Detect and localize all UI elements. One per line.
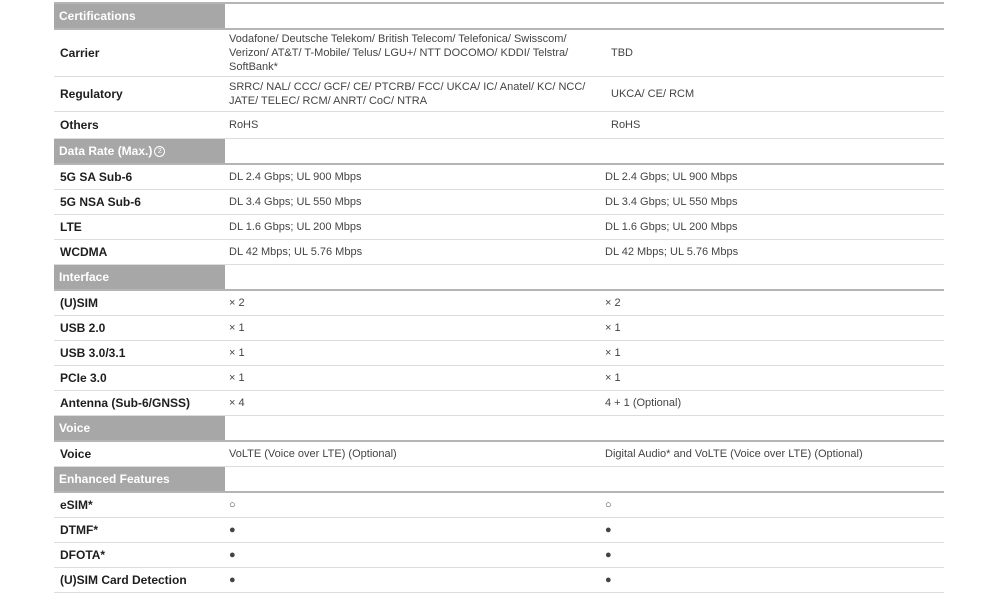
cell-value: DL 3.4 Gbps; UL 550 Mbps (225, 190, 601, 215)
row-label: 5G NSA Sub-6 (54, 190, 225, 215)
section-header-certifications (54, 3, 944, 29)
row-label: Voice (54, 441, 225, 467)
row-label: Antenna (Sub-6/GNSS) (54, 391, 225, 416)
cell-value: DL 3.4 Gbps; UL 550 Mbps (601, 190, 944, 215)
section-header-data-rate (54, 139, 944, 165)
row-label: LTE (54, 215, 225, 240)
cell-value: DL 2.4 Gbps; UL 900 Mbps (225, 164, 601, 190)
section-title: Interface (54, 265, 225, 291)
table-row-voice (54, 441, 944, 467)
cell-value: × 1 (225, 341, 601, 366)
spec-table (54, 2, 944, 593)
row-label: USB 2.0 (54, 316, 225, 341)
table-row-antenna (54, 391, 944, 416)
cell-value: DL 42 Mbps; UL 5.76 Mbps (225, 240, 601, 265)
row-label: Others (54, 112, 225, 139)
table-row-5g-sa (54, 164, 944, 190)
table-row-usb3 (54, 341, 944, 366)
cell-value: SRRC/ NAL/ CCC/ GCF/ CE/ PTCRB/ FCC/ UKCA/ IC/ Anatel/ KC/ NCC/ JATE/ TELEC/ RCM/ ANRT/ CoC/ NTRA (229, 81, 586, 107)
table-row-pcie (54, 366, 944, 391)
cell-value: × 2 (601, 290, 944, 316)
cell-value: × 1 (601, 366, 944, 391)
cell-value: × 1 (225, 366, 601, 391)
supported-dot-icon: ● (601, 543, 944, 568)
supported-dot-icon: ● (601, 568, 944, 593)
supported-dot-icon: ● (225, 543, 601, 568)
supported-dot-icon: ● (225, 568, 601, 593)
section-header-enhanced-features (54, 467, 944, 493)
cell-value: VoLTE (Voice over LTE) (Optional) (225, 441, 601, 467)
row-label: eSIM* (54, 492, 225, 518)
cell-value: 4 + 1 (Optional) (601, 391, 944, 416)
table-row-usim (54, 290, 944, 316)
section-header-interface (54, 265, 944, 291)
optional-circle-icon: ○ (601, 492, 944, 518)
section-title: Data Rate (Max.) (59, 144, 153, 158)
table-row-dtmf (54, 518, 944, 543)
optional-circle-icon: ○ (225, 492, 601, 518)
cell-value: DL 42 Mbps; UL 5.76 Mbps (601, 240, 944, 265)
cell-value: Digital Audio* and VoLTE (Voice over LTE) (Optional) (601, 441, 944, 467)
row-label: (U)SIM (54, 290, 225, 316)
row-label: Regulatory (54, 77, 225, 112)
row-label: 5G SA Sub-6 (54, 164, 225, 190)
cell-value: Vodafone/ Deutsche Telekom/ British Telecom/ Telefonica/ Swisscom/ Verizon/ AT&T/ T-Mobile/ Telus/ LGU+/ NTT DOCOMO/ KDDI/ Telstra/ SoftBank* (229, 33, 569, 73)
table-row-5g-nsa (54, 190, 944, 215)
section-title: Voice (54, 416, 225, 442)
cell-value: UKCA/ CE/ RCM (601, 77, 944, 112)
cell-value: × 1 (601, 341, 944, 366)
table-row-usim-detection (54, 568, 944, 593)
table-row-esim (54, 492, 944, 518)
cell-value: × 4 (225, 391, 601, 416)
row-label: PCIe 3.0 (54, 366, 225, 391)
supported-dot-icon: ● (601, 518, 944, 543)
row-label: DFOTA* (54, 543, 225, 568)
cell-value: DL 1.6 Gbps; UL 200 Mbps (225, 215, 601, 240)
cell-value: TBD (601, 29, 944, 77)
table-row-wcdma (54, 240, 944, 265)
footnote-marker: 2 (154, 146, 165, 157)
cell-value: DL 1.6 Gbps; UL 200 Mbps (601, 215, 944, 240)
table-row-lte (54, 215, 944, 240)
row-label: USB 3.0/3.1 (54, 341, 225, 366)
row-label: Carrier (54, 29, 225, 77)
table-row-carrier (54, 29, 944, 77)
table-row-regulatory (54, 77, 944, 112)
cell-value: × 1 (225, 316, 601, 341)
cell-value: RoHS (225, 112, 601, 139)
section-header-voice (54, 416, 944, 442)
table-row-dfota (54, 543, 944, 568)
cell-value: × 2 (225, 290, 601, 316)
row-label: DTMF* (54, 518, 225, 543)
row-label: (U)SIM Card Detection (54, 568, 225, 593)
section-title: Enhanced Features (54, 467, 225, 493)
cell-value: RoHS (601, 112, 944, 139)
cell-value: × 1 (601, 316, 944, 341)
cell-value: DL 2.4 Gbps; UL 900 Mbps (601, 164, 944, 190)
table-row-usb2 (54, 316, 944, 341)
row-label: WCDMA (54, 240, 225, 265)
supported-dot-icon: ● (225, 518, 601, 543)
table-row-others (54, 112, 944, 139)
section-title: Certifications (54, 3, 225, 29)
